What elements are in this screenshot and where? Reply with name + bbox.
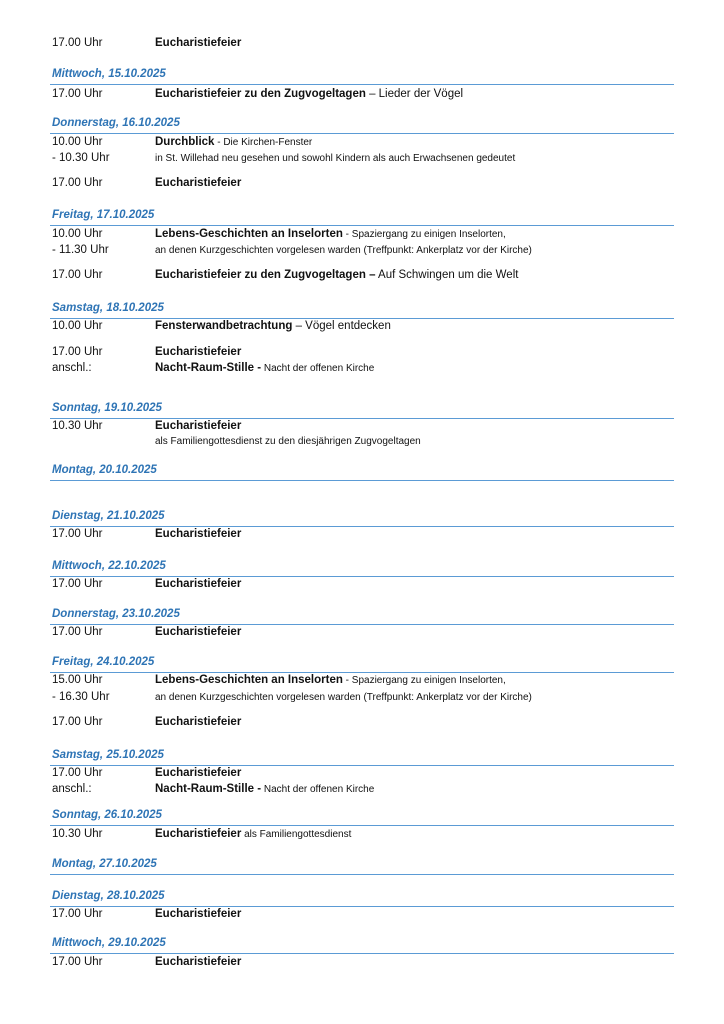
event-description: - Die Kirchen-Fenster xyxy=(214,137,313,148)
event-subtitle: Auf Schwingen um die Welt xyxy=(375,269,519,281)
event-title: Eucharistiefeier xyxy=(155,767,242,779)
time: - 11.30 Uhr xyxy=(52,244,109,256)
divider xyxy=(50,480,674,481)
time: 17.00 Uhr xyxy=(52,716,103,728)
day-heading: Dienstag, 28.10.2025 xyxy=(52,890,165,902)
event-title: Eucharistiefeier xyxy=(155,346,242,358)
event-description: als Familiengottesdienst zu den diesjährigen Zugvogeltagen xyxy=(155,436,421,447)
divider xyxy=(50,418,674,419)
event-title: Eucharistiefeier xyxy=(155,828,242,840)
event-title: Lebens-Geschichten an Inselorten xyxy=(155,228,343,240)
event-title: Eucharistiefeier zu den Zugvogeltagen xyxy=(155,88,366,100)
event-title: Nacht-Raum-Stille - xyxy=(155,783,262,795)
divider xyxy=(50,318,674,319)
time: 17.00 Uhr xyxy=(52,269,103,281)
event-description: Nacht der offenen Kirche xyxy=(261,784,375,795)
divider xyxy=(50,526,674,527)
event-line xyxy=(155,229,506,241)
day-heading: Donnerstag, 23.10.2025 xyxy=(52,608,180,620)
time: 17.00 Uhr xyxy=(52,88,103,100)
time: 17.00 Uhr xyxy=(52,177,103,189)
time: 17.00 Uhr xyxy=(52,908,103,920)
day-heading: Mittwoch, 29.10.2025 xyxy=(52,937,166,949)
event-line xyxy=(155,675,506,687)
event-description: - Spaziergang zu einigen Inselorten, xyxy=(342,675,506,686)
time: 15.00 Uhr xyxy=(52,674,103,686)
event-title: Eucharistiefeier xyxy=(155,177,242,189)
day-heading: Freitag, 17.10.2025 xyxy=(52,209,155,221)
event-description: Nacht der offenen Kirche xyxy=(261,363,375,374)
divider xyxy=(50,576,674,577)
time: 17.00 Uhr xyxy=(52,346,103,358)
event-line xyxy=(155,784,374,796)
event-description: - Spaziergang zu einigen Inselorten, xyxy=(342,229,506,240)
divider xyxy=(50,133,674,134)
event-line xyxy=(155,363,374,375)
time: - 16.30 Uhr xyxy=(52,691,110,703)
time: 17.00 Uhr xyxy=(52,37,103,49)
day-heading: Mittwoch, 22.10.2025 xyxy=(52,560,166,572)
event-title: Lebens-Geschichten an Inselorten xyxy=(155,674,343,686)
time: 10.00 Uhr xyxy=(52,136,103,148)
event-title: Eucharistiefeier zu den Zugvogeltagen – xyxy=(155,269,376,281)
event-description: an denen Kurzgeschichten vorgelesen warden (Treffpunkt: Ankerplatz vor der Kirche) xyxy=(155,245,532,256)
divider xyxy=(50,906,674,907)
event-title: Eucharistiefeier xyxy=(155,716,242,728)
time: 10.00 Uhr xyxy=(52,320,103,332)
day-heading: Montag, 27.10.2025 xyxy=(52,858,157,870)
event-line xyxy=(155,829,351,841)
time: 10.30 Uhr xyxy=(52,828,103,840)
event-title: Nacht-Raum-Stille - xyxy=(155,362,262,374)
event-subtitle: – Vögel entdecken xyxy=(292,320,391,332)
event-title: Eucharistiefeier xyxy=(155,578,242,590)
day-heading: Donnerstag, 16.10.2025 xyxy=(52,117,180,129)
divider xyxy=(50,225,674,226)
event-title: Fensterwandbetrachtung xyxy=(155,320,293,332)
day-heading: Dienstag, 21.10.2025 xyxy=(52,510,165,522)
time: anschl.: xyxy=(52,783,92,795)
event-subtitle: – Lieder der Vögel xyxy=(365,88,464,100)
divider xyxy=(50,953,674,954)
divider xyxy=(50,874,674,875)
time: - 10.30 Uhr xyxy=(52,152,110,164)
event-line xyxy=(155,137,312,149)
event-title: Eucharistiefeier xyxy=(155,908,242,920)
divider xyxy=(50,624,674,625)
divider xyxy=(50,765,674,766)
divider xyxy=(50,825,674,826)
event-description: in St. Willehad neu gesehen und sowohl Kindern als auch Erwachsenen gedeutet xyxy=(155,153,516,164)
event-title: Eucharistiefeier xyxy=(155,528,242,540)
event-title: Eucharistiefeier xyxy=(155,956,242,968)
day-heading: Montag, 20.10.2025 xyxy=(52,464,157,476)
event-line xyxy=(155,321,391,333)
time: 10.00 Uhr xyxy=(52,228,103,240)
time: 17.00 Uhr xyxy=(52,956,103,968)
event-line xyxy=(155,270,518,282)
day-heading: Samstag, 25.10.2025 xyxy=(52,749,164,761)
event-line xyxy=(155,89,463,101)
time: 10.30 Uhr xyxy=(52,420,103,432)
day-heading: Sonntag, 26.10.2025 xyxy=(52,809,162,821)
event-title: Durchblick xyxy=(155,136,215,148)
divider xyxy=(50,672,674,673)
time: 17.00 Uhr xyxy=(52,626,103,638)
event-description: als Familiengottesdienst xyxy=(241,829,352,840)
event-title: Eucharistiefeier xyxy=(155,420,242,432)
day-heading: Samstag, 18.10.2025 xyxy=(52,302,164,314)
event-title: Eucharistiefeier xyxy=(155,37,242,49)
time: anschl.: xyxy=(52,362,92,374)
time: 17.00 Uhr xyxy=(52,767,103,779)
time: 17.00 Uhr xyxy=(52,528,103,540)
event-description: an denen Kurzgeschichten vorgelesen warden (Treffpunkt: Ankerplatz vor der Kirche) xyxy=(155,692,532,703)
day-heading: Mittwoch, 15.10.2025 xyxy=(52,68,166,80)
divider xyxy=(50,84,674,85)
day-heading: Sonntag, 19.10.2025 xyxy=(52,402,162,414)
day-heading: Freitag, 24.10.2025 xyxy=(52,656,155,668)
time: 17.00 Uhr xyxy=(52,578,103,590)
event-title: Eucharistiefeier xyxy=(155,626,242,638)
